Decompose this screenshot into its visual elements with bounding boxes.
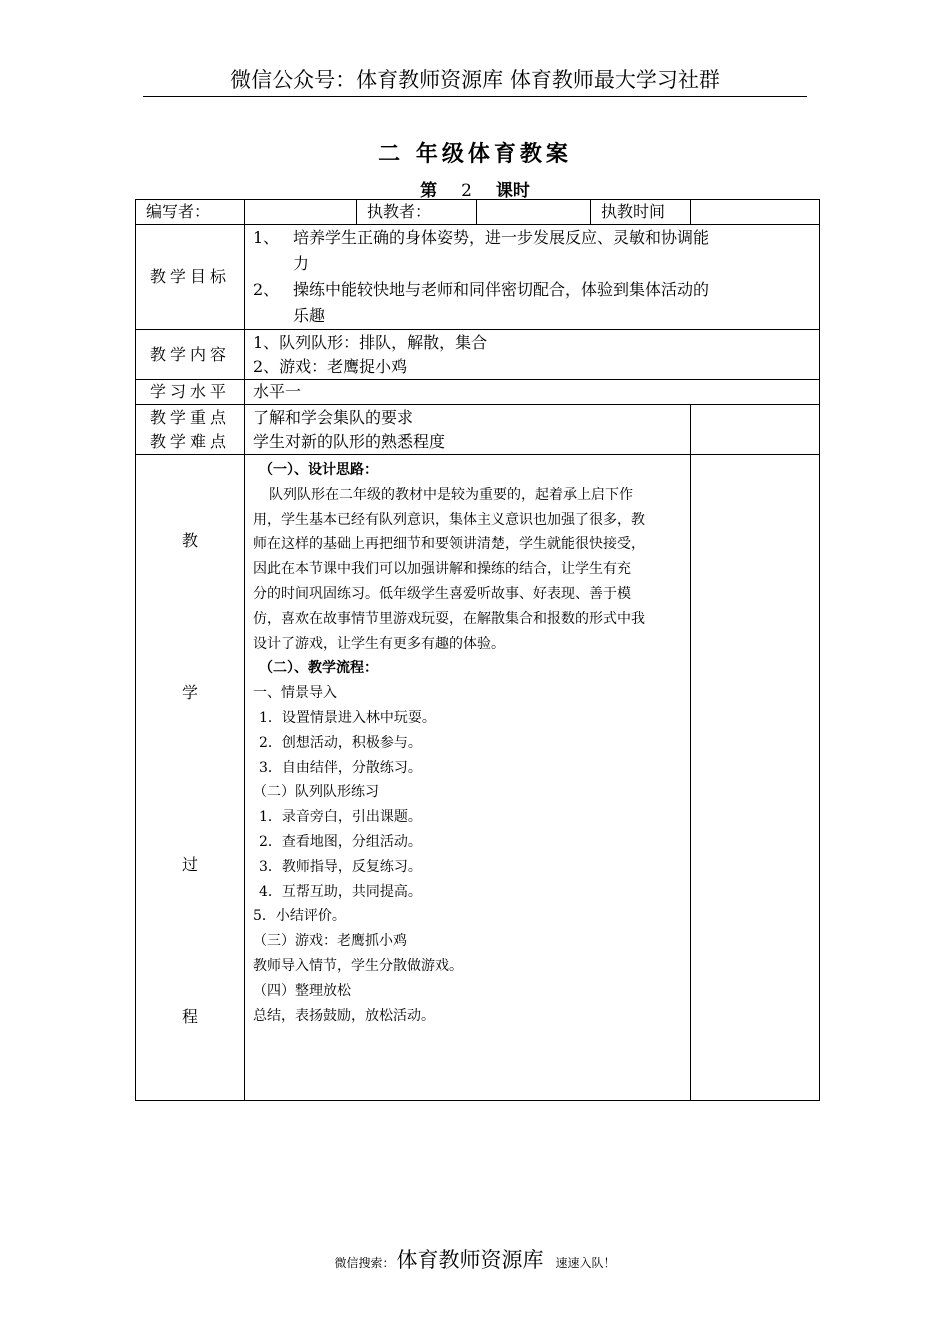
goals-label: 教学目标 [136, 225, 245, 330]
lesson-plan-table [135, 199, 820, 1101]
info-row [136, 200, 820, 225]
lesson-prefix: 第 [420, 181, 438, 201]
level-label: 学习水平 [136, 380, 245, 405]
key-point-value: 了解和学会集队的要求 [253, 407, 414, 427]
lesson-value: 2 [461, 181, 472, 201]
flow-line: 3．教师指导，反复练习。 [259, 858, 422, 875]
goal-item: 2、 操练中能较快地与老师和同伴密切配合，体验到集体活动的 乐趣 [253, 280, 710, 325]
flow-heading: （二）、教学流程： [259, 660, 378, 677]
level-row [136, 380, 820, 405]
flow-line: （二）队列队形练习 [253, 784, 379, 801]
flow-line: 3．自由结伴，分散练习。 [259, 759, 422, 776]
flow-line: 1．录音旁白，引出课题。 [259, 809, 422, 826]
process-extra [691, 455, 820, 1101]
content-label: 教学内容 [136, 330, 245, 380]
process-row [136, 455, 820, 1101]
process-content [245, 455, 691, 1101]
flow-line: （三）游戏：老鹰抓小鸡 [253, 933, 407, 950]
footer-suffix: 速速入队！ [555, 1256, 616, 1270]
header-banner: 微信公众号：体育教师资源库 体育教师最大学习社群 [143, 66, 807, 97]
design-line: 用，学生基本已经有队列意识，集体主义意识也加强了很多，教 [253, 511, 645, 528]
process-label-char: 程 [181, 1007, 198, 1026]
author-value[interactable] [245, 200, 357, 225]
author-label: 编写者： [136, 200, 245, 225]
content-lines [245, 330, 820, 380]
key-point-label: 教学重点 [149, 407, 230, 427]
footer-prefix: 微信搜索： [334, 1256, 395, 1270]
teacher-value[interactable] [477, 200, 591, 225]
process-label-char: 学 [181, 683, 198, 702]
design-line: 师在这样的基础上再把细节和要领讲清楚，学生就能很快接受， [253, 536, 645, 553]
design-line: 设计了游戏，让学生有更多有趣的体验。 [253, 635, 505, 652]
footer-brand: 体育教师资源库 [396, 1248, 544, 1272]
design-line: 因此在本节课中我们可以加强讲解和操练的结合，让学生有充 [253, 561, 631, 578]
goals-row [136, 225, 820, 330]
key-points-extra [691, 405, 820, 455]
difficulty-value: 学生对新的队形的熟悉程度 [253, 431, 446, 451]
content-line: 2、游戏：老鹰捉小鸡 [253, 356, 408, 376]
lesson-number [0, 176, 950, 201]
flow-line: 教师导入情节，学生分散做游戏。 [253, 957, 463, 974]
flow-line: 5．小结评价。 [253, 908, 346, 925]
footer [0, 1244, 950, 1274]
content-line: 1、队列队形：排队，解散，集合 [253, 332, 488, 352]
content-row [136, 330, 820, 380]
design-heading: （一）、设计思路： [259, 462, 378, 478]
key-points-row [136, 405, 820, 455]
flow-line: 4．互帮互助，共同提高。 [259, 883, 422, 900]
flow-line: 一、情景导入 [253, 685, 337, 702]
design-paragraph [253, 483, 684, 508]
goals-content [245, 225, 820, 330]
key-points-labels [136, 405, 245, 455]
flow-line: （四）整理放松 [253, 982, 351, 999]
flow-line: 总结，表扬鼓励，放松活动。 [253, 1007, 435, 1024]
process-label-char: 过 [181, 855, 198, 874]
key-points-values [245, 405, 691, 455]
teacher-label: 执教者： [357, 200, 477, 225]
lesson-suffix: 课时 [495, 181, 530, 201]
design-line: 分的时间巩固练习。低年级学生喜爱听故事、好表现、善于模 [253, 585, 631, 602]
page-title: 二 年级体育教案 [378, 141, 572, 167]
process-label-char: 教 [181, 531, 198, 550]
flow-line: 1．设置情景进入林中玩耍。 [259, 709, 436, 726]
time-label: 执教时间 [591, 200, 691, 225]
goal-item: 1、 培养学生正确的身体姿势，进一步发展反应、灵敏和协调能 力 [253, 228, 710, 273]
design-line: 仿，喜欢在故事情节里游戏玩耍，在解散集合和报数的形式中我 [253, 610, 645, 627]
flow-line: 2．创想活动，积极参与。 [259, 734, 422, 751]
difficulty-label: 教学难点 [149, 431, 230, 451]
design-line: 队列队形在二年级的教材中是较为重要的，起着承上启下作 [269, 486, 633, 503]
process-label [136, 455, 245, 1101]
level-value: 水平一 [245, 380, 820, 405]
flow-line: 2．查看地图，分组活动。 [259, 833, 422, 850]
time-value[interactable] [691, 200, 820, 225]
